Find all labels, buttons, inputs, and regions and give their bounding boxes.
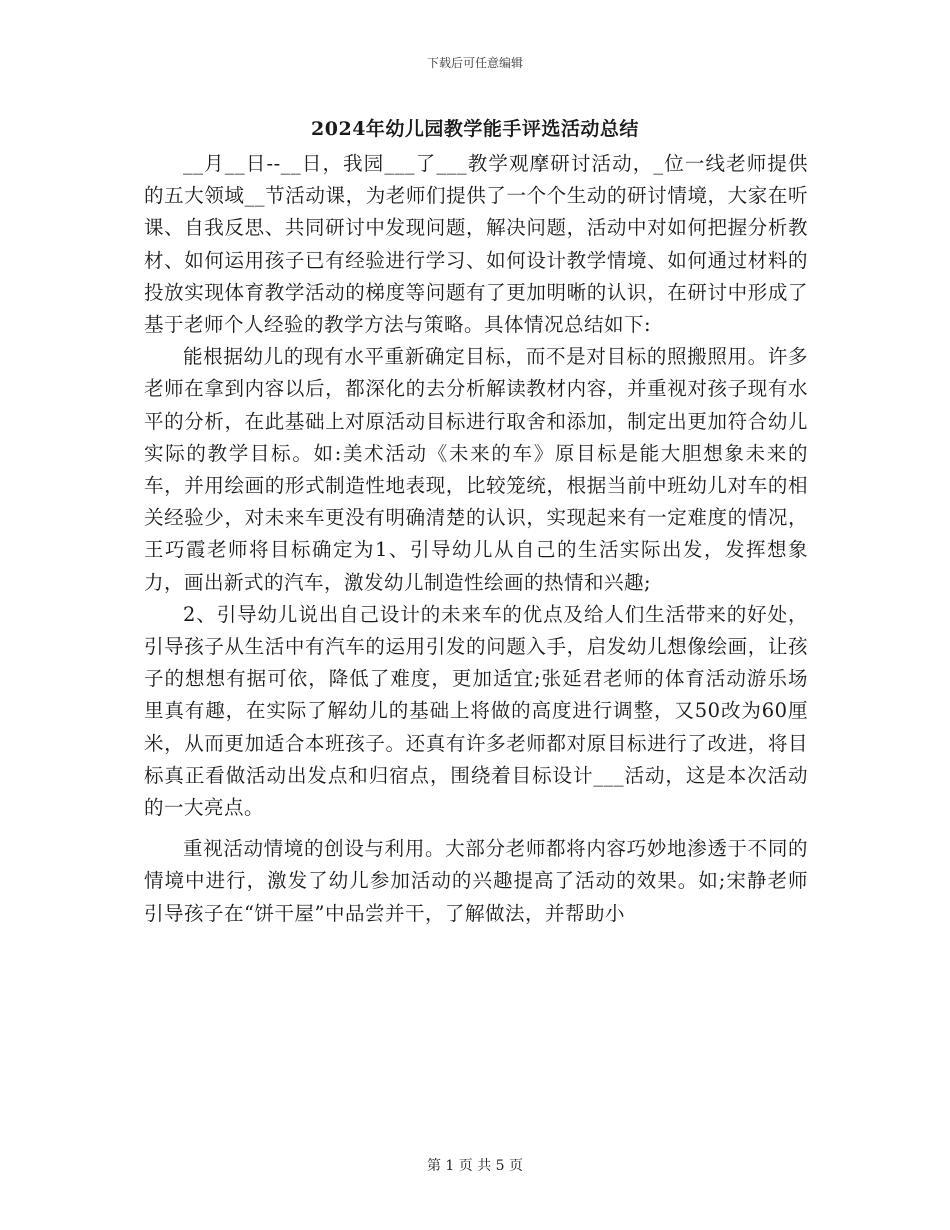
document-body xyxy=(144,148,808,930)
paragraph-goals: 能根据幼儿的现有水平重新确定目标，而不是对目标的照搬照用。许多老师在拿到内容以后，都深化的去分析解读教材内容，并重视对孩子现有水平的分析，在此基础上对原活动目标进行取舍和添加，制定出更加符合幼儿实际的教学目标。如:美术活动《未来的车》原目标是能大胆想象未来的车，并用绘画的形式制造性地表现，比较笼统，根据当前中班幼儿对车的相关经验少，对未来车更没有明确清楚的认识，实现起来有一定难度的情况，王巧霞老师将目标确定为1、引导幼儿从自己的生活实际出发，发挥想象力，画出新式的汽车，激发幼儿制造性绘画的热情和兴趣; xyxy=(144,345,808,594)
page-number: 第 1 页 共 5 页 xyxy=(426,1158,524,1174)
paragraph-goals-continued: 2、引导幼儿说出自己设计的未来车的优点及给人们生活带来的好处，引导孩子从生活中有汽车的运用引发的问题入手，启发幼儿想像绘画，让孩子的想想有据可依，降低了难度，更加适宜;张延君老师的体育活动游乐场里真有趣，在实际了解幼儿的基础上将做的高度进行调整，又50改为60厘米，从而更加适合本班孩子。还真有许多老师都对原目标进行了改进，将目标真正看做活动出发点和归宿点，围绕着目标设计___活动，这是本次活动的一大亮点。 xyxy=(144,602,808,820)
paragraph-situations: 重视活动情境的创设与利用。大部分老师都将内容巧妙地渗透于不同的情境中进行，激发了幼儿参加活动的兴趣提高了活动的效果。如;宋静老师引导孩子在“饼干屋”中品尝并干，了解做法，并帮助小 xyxy=(144,837,808,925)
paragraph-intro: __月__日--__日，我园___了___教学观摩研讨活动，_位一线老师提供的五大领域__节活动课，为老师们提供了一个个生动的研讨情境，大家在听课、自我反思、共同研讨中发现问题，解决问题，活动中对如何把握分析教材、如何运用孩子已有经验进行学习、如何设计教学情境、如何通过材料的投放实现体育教学活动的梯度等问题有了更加明晰的认识，在研讨中形成了基于老师个人经验的教学方法与策略。具体情况总结如下: xyxy=(144,152,808,337)
download-note: 下载后可任意编辑 xyxy=(426,56,523,70)
document-title: 2024年幼儿园教学能手评选活动总结 xyxy=(311,118,639,140)
